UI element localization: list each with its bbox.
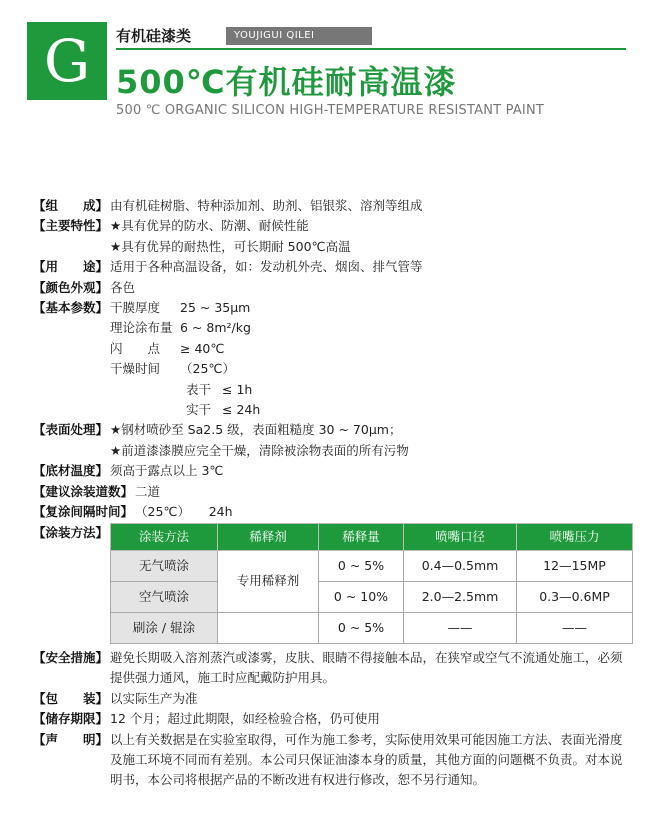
param-value: ≤ 24h [222, 402, 261, 418]
usage-row [33, 257, 633, 277]
param-film-thickness [110, 298, 633, 318]
category-letter-logo: G [27, 22, 107, 100]
appearance-label: 【颜色外观】 [33, 279, 109, 295]
feature-line: ★具有优异的耐热性，可长期耐 500℃高温 [110, 238, 351, 254]
method-cell: 刷涂 / 辊涂 [111, 612, 218, 643]
param-key: 表干 [186, 381, 212, 397]
appearance-row [33, 278, 633, 298]
nozzle-cell: —— [404, 612, 517, 643]
surface-treatment-row [33, 420, 633, 461]
amount-cell: 0 ~ 5% [319, 550, 404, 581]
pressure-cell: —— [517, 612, 633, 643]
feature-line: ★具有优异的防水、防潮、耐候性能 [110, 218, 309, 234]
category-pinyin: YOUJIGUI QILEI [226, 27, 372, 45]
substrate-temp-value: 须高于露点以上 3℃ [110, 463, 224, 479]
spec-sheet [33, 196, 633, 791]
surface-treatment-label: 【表面处理】 [33, 422, 109, 438]
basic-params-row [33, 298, 633, 420]
application-table [110, 523, 633, 644]
recoat-label: 【复涂间隔时间】 [33, 504, 134, 520]
statement-label: 【声 明】 [33, 731, 109, 747]
features-label: 【主要特性】 [33, 218, 109, 234]
category-label: 有机硅漆类 [116, 27, 192, 45]
table-header: 喷嘴压力 [517, 523, 633, 550]
substrate-temp-label: 【底材温度】 [33, 463, 109, 479]
application-label: 【涂装方法】 [33, 524, 109, 540]
statement-row [33, 730, 633, 791]
safety-value: 避免长期吸入溶剂蒸汽或漆雾，皮肤、眼睛不得接触本品，在狭窄或空气不流通处施工，必须提供强力通风，施工时应配戴防护用具。 [110, 649, 623, 686]
basic-params-value [110, 298, 633, 420]
pressure-cell: 0.3—0.6MP [517, 581, 633, 612]
param-hard-dry [110, 400, 633, 420]
param-value: （25℃） [180, 361, 235, 377]
storage-label: 【储存期限】 [33, 711, 109, 727]
composition-label: 【组 成】 [33, 198, 109, 213]
method-cell: 无气喷涂 [111, 550, 218, 581]
table-header: 稀释剂 [218, 523, 319, 550]
safety-row [33, 648, 633, 689]
param-key: 干燥时间 [110, 361, 161, 377]
features-value [110, 216, 633, 257]
param-key: 闪 点 [110, 340, 161, 356]
table-header: 涂装方法 [111, 523, 218, 550]
param-key: 实干 [186, 402, 212, 418]
statement-value: 以上有关数据是在实验室取得，可作为施工参考，实际使用效果可能因施工方法、表面光滑度及施工环境不同而有差别。本公司只保证油漆本身的质量，其他方面的问题概不负责。对本说明书，本公司将根据产品的不断改进有权进行修改，恕不另行通知。 [110, 731, 623, 788]
thinner-cell: 专用稀释剂 [218, 550, 319, 612]
param-surface-dry [110, 380, 633, 400]
param-value: ≤ 1h [222, 381, 253, 397]
coats-value: 二道 [135, 483, 161, 499]
param-flash-point [110, 339, 633, 359]
table-row [111, 550, 633, 581]
features-row [33, 216, 633, 257]
nozzle-cell: 0.4—0.5mm [404, 550, 517, 581]
product-title: 500℃有机硅耐高温漆 [116, 63, 457, 101]
composition-value: 由有机硅树脂、特种添加剂、助剂、铝银浆、溶剂等组成 [110, 198, 423, 213]
param-value: ≥ 40℃ [180, 340, 225, 356]
basic-params-label: 【基本参数】 [33, 300, 109, 316]
storage-row [33, 709, 633, 729]
product-title-english: 500 ℃ ORGANIC SILICON HIGH-TEMPERATURE RESISTANT PAINT [116, 103, 545, 118]
packaging-value: 以实际生产为准 [110, 690, 198, 706]
treatment-line: ★前道漆漆膜应完全干燥，清除被涂物表面的所有污物 [110, 442, 409, 458]
param-key: 干膜厚度 [110, 300, 161, 316]
usage-value: 适用于各种高温设备，如：发动机外壳、烟囱、排气管等 [110, 259, 423, 275]
usage-label: 【用 途】 [33, 259, 109, 275]
treatment-line: ★钢材喷砂至 Sa2.5 级，表面粗糙度 30 ~ 70μm； [110, 422, 402, 438]
table-header: 稀释量 [319, 523, 404, 550]
surface-treatment-value [110, 420, 633, 461]
table-row [111, 612, 633, 643]
substrate-temp-row [33, 461, 633, 481]
method-cell: 空气喷涂 [111, 581, 218, 612]
amount-cell: 0 ~ 10% [319, 581, 404, 612]
param-key: 理论涂布量 [110, 320, 173, 336]
recoat-row [33, 502, 633, 522]
product-header [0, 0, 651, 130]
param-drying-time [110, 359, 633, 379]
safety-label: 【安全措施】 [33, 649, 109, 665]
param-coverage [110, 318, 633, 338]
table-header-row [111, 523, 633, 550]
packaging-row [33, 689, 633, 709]
storage-value: 12 个月；超过此期限，如经检验合格，仍可使用 [110, 711, 380, 727]
header-divider [116, 48, 626, 50]
appearance-value: 各色 [110, 279, 136, 295]
table-row [111, 581, 633, 612]
amount-cell: 0 ~ 5% [319, 612, 404, 643]
pressure-cell: 12—15MP [517, 550, 633, 581]
param-value: 6 ~ 8m²/kg [180, 320, 251, 336]
thinner-cell-empty [218, 612, 319, 643]
recoat-value: （25℃） 24h [135, 504, 233, 520]
coats-row [33, 482, 633, 502]
coats-label: 【建议涂装道数】 [33, 483, 134, 499]
nozzle-cell: 2.0—2.5mm [404, 581, 517, 612]
composition-row [33, 196, 633, 216]
param-value: 25 ~ 35μm [180, 300, 251, 316]
packaging-label: 【包 装】 [33, 690, 109, 706]
table-header: 喷嘴口径 [404, 523, 517, 550]
